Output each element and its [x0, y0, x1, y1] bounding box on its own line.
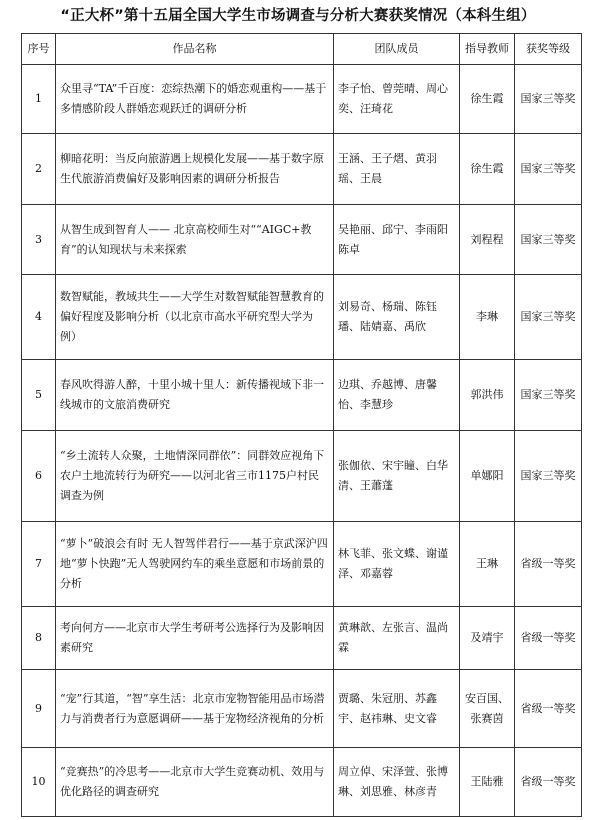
- award-level: 省级一等奖: [515, 607, 582, 670]
- work-title: 众里寻“TA”千百度：恋综热潮下的婚恋观重构——基于多情感阶段人群婚恋观跃迁的调研分析: [56, 65, 334, 134]
- work-title: “乡土流转人众聚，土地情深同群依”：同群效应视角下农户土地流转行为研究——以河北省三市1175户村民调查为例: [56, 431, 334, 522]
- advisor: 及靖宇: [460, 607, 515, 670]
- advisor: 郭洪伟: [460, 360, 515, 431]
- row-number: 5: [22, 360, 56, 431]
- work-title: “竞赛热”的冷思考——北京市大学生竞赛动机、效用与优化路径的调查研究: [56, 748, 334, 817]
- column-header-title: 作品名称: [56, 34, 334, 65]
- row-number: 6: [22, 431, 56, 522]
- table-row: [22, 522, 582, 607]
- advisor: 徐生霞: [460, 134, 515, 205]
- advisor: 徐生霞: [460, 65, 515, 134]
- work-title: 柳暗花明：当反向旅游遇上规模化发展——基于数字原生代旅游消费偏好及影响因素的调研分析报告: [56, 134, 334, 205]
- advisor: 王琳: [460, 522, 515, 607]
- team-members: 李子怡、曾莞晴、周心奕、汪琦花: [334, 65, 460, 134]
- row-number: 1: [22, 65, 56, 134]
- team-members: 周立倬、宋泽萱、张博琳、刘思雅、林彦青: [334, 748, 460, 817]
- award-level: 国家三等奖: [515, 65, 582, 134]
- award-level: 省级一等奖: [515, 670, 582, 748]
- award-level: 国家三等奖: [515, 205, 582, 275]
- row-number: 10: [22, 748, 56, 817]
- row-number: 9: [22, 670, 56, 748]
- row-number: 8: [22, 607, 56, 670]
- award-level: 省级一等奖: [515, 748, 582, 817]
- row-number: 4: [22, 275, 56, 360]
- team-members: 张伽依、宋宇瞳、白华清、王蕭蓬: [334, 431, 460, 522]
- document-title: “正大杯”第十五届全国大学生市场调查与分析大赛获奖情况（本科生组）: [60, 8, 536, 24]
- award-level: 国家三等奖: [515, 360, 582, 431]
- work-title: 从智生成到智育人—— 北京高校师生对““AIGC+教育”的认知现状与未来探索: [56, 205, 334, 275]
- team-members: 王涵、王子熠、黄羽瑶、王晨: [334, 134, 460, 205]
- column-header-no: 序号: [22, 34, 56, 65]
- work-title: “宠”行其道，“智”享生活：北京市宠物智能用品市场潜力与消费者行为意愿调研——基于宠物经济视角的分析: [56, 670, 334, 748]
- column-header-team: 团队成员: [334, 34, 460, 65]
- team-members: 贾璐、朱冠朋、苏鑫宇、赵祎琳、史文睿: [334, 670, 460, 748]
- team-members: 黄琳歆、左张言、温尚霖: [334, 607, 460, 670]
- award-level: 国家三等奖: [515, 134, 582, 205]
- team-members: 林飞菲、张文蝶、谢谨泽、邓嘉蓉: [334, 522, 460, 607]
- award-level: 国家三等奖: [515, 275, 582, 360]
- table-row: [22, 431, 582, 522]
- row-number: 7: [22, 522, 56, 607]
- awards-table: [21, 33, 582, 817]
- award-level: 国家三等奖: [515, 431, 582, 522]
- advisor: 王陆雅: [460, 748, 515, 817]
- column-header-advisor: 指导教师: [460, 34, 515, 65]
- table-row: [22, 670, 582, 748]
- team-members: 吴艳丽、邱宁、李雨阳陈卓: [334, 205, 460, 275]
- advisor: 刘程程: [460, 205, 515, 275]
- row-number: 2: [22, 134, 56, 205]
- work-title: 考向何方——北京市大学生考研考公选择行为及影响因素研究: [56, 607, 334, 670]
- work-title: 数智赋能，教域共生——大学生对数智赋能智慧教育的偏好程度及影响分析（以北京市高水平研究型大学为例）: [56, 275, 334, 360]
- advisor: 安百国、张赛茵: [460, 670, 515, 748]
- table-row: [22, 65, 582, 134]
- column-header-level: 获奖等级: [515, 34, 582, 65]
- team-members: 边琪、乔越博、唐馨怡、李慧珍: [334, 360, 460, 431]
- advisor: 李琳: [460, 275, 515, 360]
- row-number: 3: [22, 205, 56, 275]
- table-row: [22, 275, 582, 360]
- work-title: 春风吹得游人醉，十里小城十里人：新传播视域下非一线城市的文旅消费研究: [56, 360, 334, 431]
- table-header-row: [22, 34, 582, 65]
- work-title: “萝卜”破浪会有时 无人智驾伴君行——基于京武深沪四地“萝卜快跑”无人驾驶网约车的乘坐意愿和市场前景的分析: [56, 522, 334, 607]
- advisor: 单娜阳: [460, 431, 515, 522]
- table-row: [22, 360, 582, 431]
- table-row: [22, 134, 582, 205]
- team-members: 刘易奇、杨瑞、陈钰璠、陆婧嘉、禹欣: [334, 275, 460, 360]
- table-row: [22, 205, 582, 275]
- table-row: [22, 607, 582, 670]
- award-level: 省级一等奖: [515, 522, 582, 607]
- table-row: [22, 748, 582, 817]
